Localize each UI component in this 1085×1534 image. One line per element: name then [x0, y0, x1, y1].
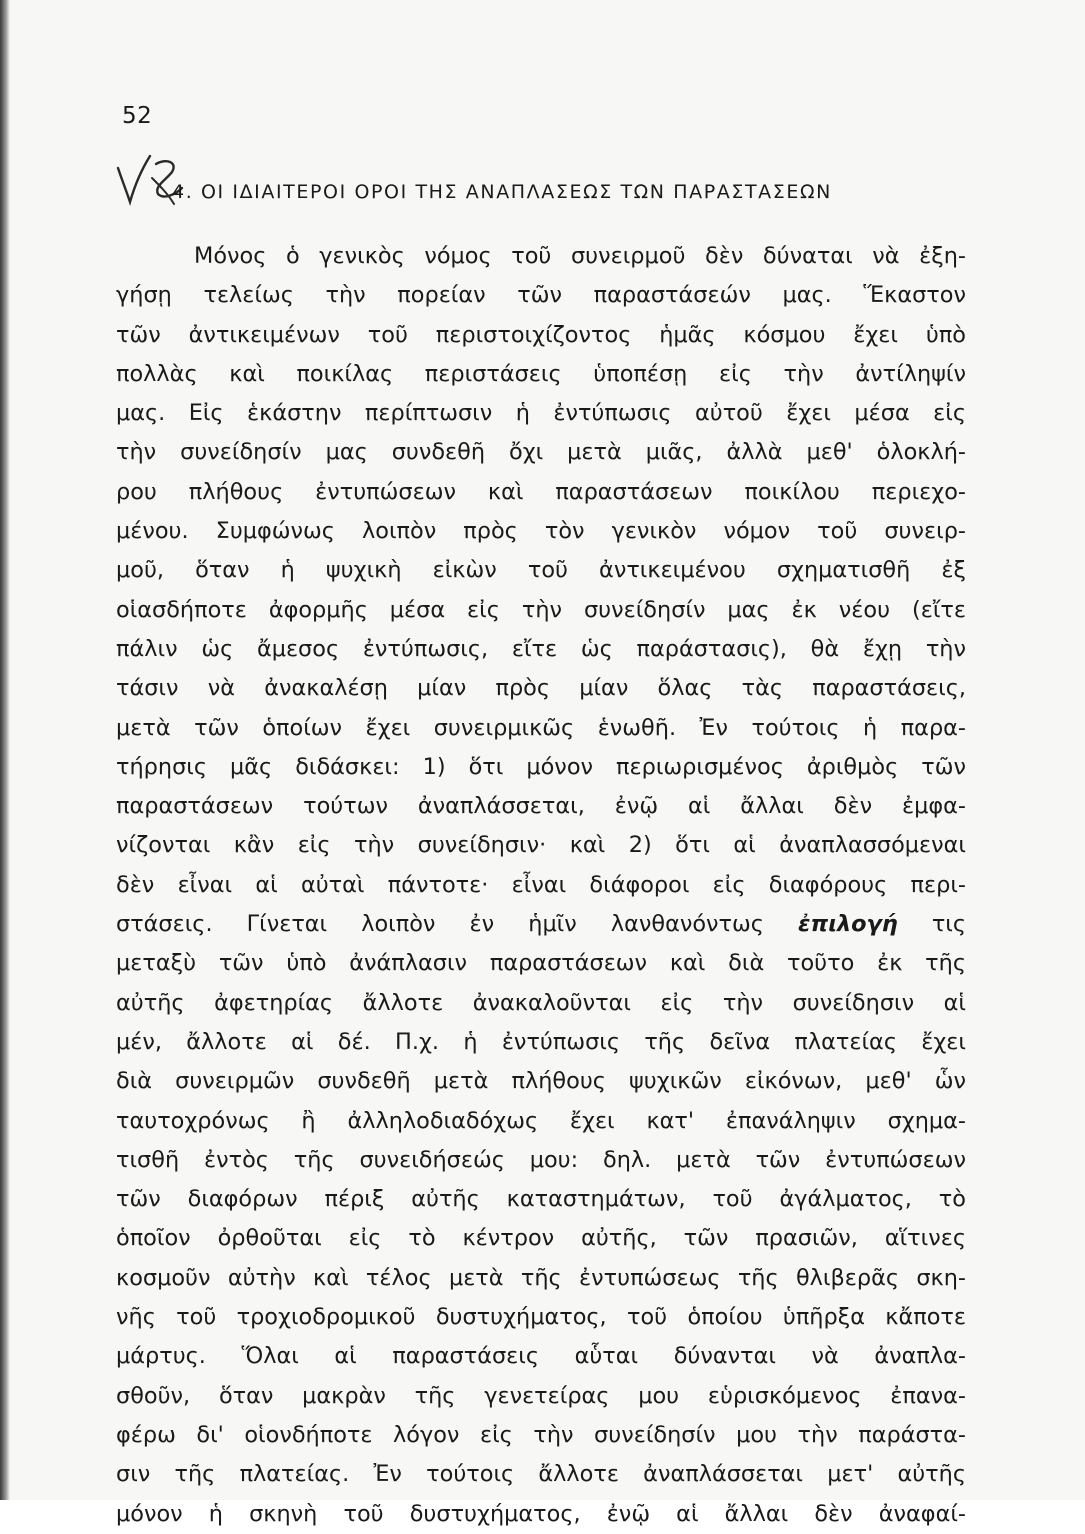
section-heading: 4. ΟΙ ΙΔΙΑΙΤΕΡΟΙ ΟΡΟΙ ΤΗΣ ΑΝΑΠΛΑΣΕΩΣ ΤΩΝ ΠΑΡΑΣΤΑΣΕΩΝ [172, 181, 832, 203]
text-line: φέρω δι' οἱονδήποτε λόγον εἰς τὴν συνείδησίν μου τὴν παράστα- [116, 1421, 966, 1448]
text-line: μας. Εἰς ἑκάστην περίπτωσιν ἡ ἐντύπωσις αὐτοῦ ἔχει μέσα εἰς [116, 400, 966, 427]
text-line: σιν τῆς πλατείας. Ἐν τούτοις ἄλλοτε ἀναπλάσσεται μετ' αὐτῆς [116, 1461, 966, 1488]
text-line: ταυτοχρόνως ἢ ἀλληλοδιαδόχως ἔχει κατ' ἐπανάληψιν σχημα- [116, 1107, 966, 1134]
text-line: πολλὰς καὶ ποικίλας περιστάσεις ὑποπέσῃ εἰς τὴν ἀντίληψίν [116, 360, 966, 387]
page-edge-shadow [0, 0, 10, 1500]
text-line: μόνον ἡ σκηνὴ τοῦ δυστυχήματος, ἐνῷ αἱ ἄλλαι δὲν ἀναφαί- [116, 1500, 966, 1527]
text-line: τῶν ἀντικειμένων τοῦ περιστοιχίζοντος ἡμᾶς κόσμου ἔχει ὑπὸ [116, 321, 966, 348]
text-line: πάλιν ὡς ἄμεσος ἐντύπωσις, εἴτε ὡς παράστασις), θὰ ἔχῃ τὴν [116, 635, 966, 662]
text-line: σθοῦν, ὅταν μακρὰν τῆς γενετείρας μου εὑρισκόμενος ἐπανα- [116, 1382, 966, 1409]
text-line: τάσιν νὰ ἀνακαλέσῃ μίαν πρὸς μίαν ὅλας τὰς παραστάσεις, [116, 675, 966, 702]
text-line: κοσμοῦν αὐτὴν καὶ τέλος μετὰ τῆς ἐντυπώσεως τῆς θλιβερᾶς σκη- [116, 1264, 966, 1291]
text-line: μέν, ἄλλοτε αἱ δέ. Π.χ. ἡ ἐντύπωσις τῆς δεῖνα πλατείας ἔχει [116, 1028, 966, 1055]
text-line: ὁποῖον ὀρθοῦται εἰς τὸ κέντρον αὐτῆς, τῶν πρασιῶν, αἵτινες [116, 1225, 966, 1252]
text-segment: στάσεις. Γίνεται λοιπὸν ἐν ἡμῖν λανθανόντως [116, 911, 764, 938]
text-line: νίζονται κἂν εἰς τὴν συνείδησιν· καὶ 2) ὅτι αἱ ἀναπλασσόμεναι [116, 832, 966, 859]
text-line: διὰ συνειρμῶν συνδεθῆ μετὰ πλήθους ψυχικῶν εἰκόνων, μεθ' ὧν [116, 1068, 966, 1095]
text-line: μετὰ τῶν ὁποίων ἔχει συνειρμικῶς ἑνωθῆ. Ἐν τούτοις ἡ παρα- [116, 714, 966, 741]
text-line: τισθῆ ἐντὸς τῆς συνειδήσεώς μου: δηλ. μετὰ τῶν ἐντυπώσεων [116, 1146, 966, 1173]
text-line: τήρησις μᾶς διδάσκει: 1) ὅτι μόνον περιωρισμένος ἀριθμὸς τῶν [116, 753, 966, 780]
text-line: Μόνος ὁ γενικὸς νόμος τοῦ συνειρμοῦ δὲν δύναται νὰ ἐξη- [194, 243, 966, 269]
text-line: παραστάσεων τούτων ἀναπλάσσεται, ἐνῷ αἱ ἄλλαι δὲν ἐμφα- [116, 793, 966, 820]
page-number: 52 [122, 103, 153, 129]
text-line-with-emphasis [116, 905, 966, 944]
text-line: μοῦ, ὅταν ἡ ψυχικὴ εἰκὼν τοῦ ἀντικειμένου σχηματισθῆ ἐξ [116, 557, 966, 584]
text-line: νῆς τοῦ τροχιοδρομικοῦ δυστυχήματος, τοῦ ὁποίου ὑπῆρξα κἄποτε [116, 1304, 966, 1331]
text-line: γήσῃ τελείως τὴν πορείαν τῶν παραστάσεών μας. Ἕκαστον [116, 282, 966, 309]
emphasis-word: ἐπιλογή [798, 911, 898, 938]
text-line: μάρτυς. Ὅλαι αἱ παραστάσεις αὗται δύνανται νὰ ἀναπλα- [116, 1343, 966, 1370]
text-line: ρου πλήθους ἐντυπώσεων καὶ παραστάσεων ποικίλου περιεχο- [116, 478, 966, 505]
text-line: οἱασδήποτε ἀφορμῆς μέσα εἰς τὴν συνείδησίν μας ἐκ νέου (εἴτε [116, 596, 966, 623]
text-line: δὲν εἶναι αἱ αὐταὶ πάντοτε· εἶναι διάφοροι εἰς διαφόρους περι- [116, 871, 966, 898]
text-line: τὴν συνείδησίν μας συνδεθῆ ὄχι μετὰ μιᾶς, ἀλλὰ μεθ' ὁλοκλή- [116, 439, 966, 466]
text-segment: τις [931, 911, 967, 938]
text-line: τῶν διαφόρων πέριξ αὐτῆς καταστημάτων, τοῦ ἀγάλματος, τὸ [116, 1186, 966, 1213]
text-line: μένου. Συμφώνως λοιπὸν πρὸς τὸν γενικὸν νόμον τοῦ συνειρ- [116, 518, 966, 545]
body-text [116, 237, 966, 1534]
text-line: αὐτῆς ἀφετηρίας ἄλλοτε ἀνακαλοῦνται εἰς τὴν συνείδησιν αἱ [116, 989, 966, 1016]
text-line: μεταξὺ τῶν ὑπὸ ἀνάπλασιν παραστάσεων καὶ διὰ τοῦτο ἐκ τῆς [116, 950, 966, 977]
